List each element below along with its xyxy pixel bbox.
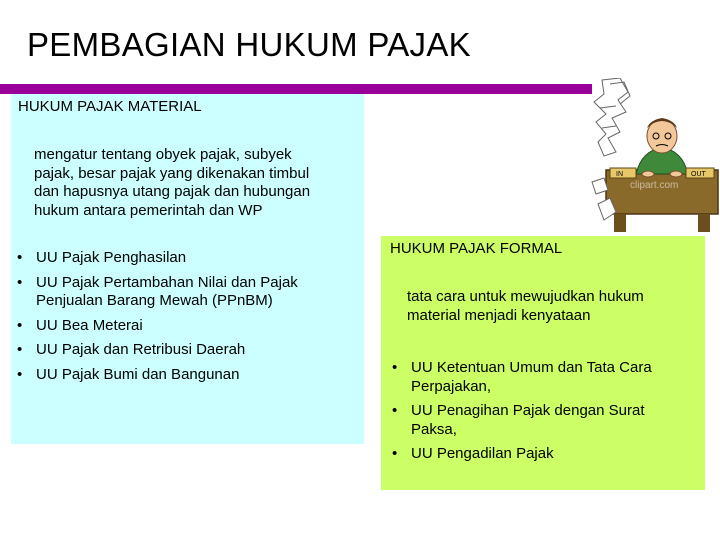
description-line: material menjadi kenyataan bbox=[407, 306, 591, 324]
description-line: pajak, besar pajak yang dikenakan timbul bbox=[34, 164, 310, 182]
title-divider bbox=[0, 84, 592, 94]
list-item-text: Perpajakan, bbox=[411, 377, 492, 395]
clerk-figure bbox=[636, 118, 688, 174]
formal-law-heading: HUKUM PAJAK FORMAL bbox=[390, 240, 563, 257]
description-line: tata cara untuk mewujudkan hukum bbox=[407, 288, 644, 305]
bullet-icon: • bbox=[392, 359, 398, 376]
list-item bbox=[15, 274, 355, 311]
bullet-icon: • bbox=[17, 249, 23, 266]
list-item-text: UU Bea Meterai bbox=[36, 316, 143, 334]
bullet-icon: • bbox=[17, 316, 23, 334]
overworked-clerk-illustration bbox=[590, 78, 720, 234]
bullet-icon: • bbox=[17, 273, 23, 291]
material-law-heading: HUKUM PAJAK MATERIAL bbox=[18, 98, 202, 115]
list-item bbox=[15, 366, 355, 385]
bullet-icon: • bbox=[392, 402, 398, 419]
description-line: dan hapusnya utang pajak dan hubungan bbox=[34, 183, 311, 200]
list-item-text: Penjualan Barang Mewah (PPnBM) bbox=[36, 292, 273, 309]
list-item bbox=[15, 341, 355, 360]
formal-law-panel bbox=[381, 236, 705, 490]
material-law-list bbox=[15, 249, 355, 390]
list-item bbox=[15, 249, 355, 268]
material-law-description bbox=[34, 146, 359, 220]
in-tray-label: IN bbox=[616, 171, 623, 178]
list-item bbox=[390, 445, 702, 464]
list-item-text: UU Pajak dan Retribusi Daerah bbox=[36, 341, 246, 358]
clipart-watermark: clipart.com bbox=[630, 180, 679, 191]
description-line: hukum antara pemerintah dan WP bbox=[34, 201, 263, 219]
list-item-text: UU Pajak Penghasilan bbox=[36, 249, 187, 266]
list-item-text: Paksa, bbox=[411, 420, 457, 438]
list-item bbox=[15, 317, 355, 336]
description-line: mengatur tentang obyek pajak, subyek bbox=[34, 146, 292, 163]
formal-law-list bbox=[390, 359, 702, 470]
bullet-icon: • bbox=[17, 341, 23, 358]
list-item-text: UU Pajak Bumi dan Bangunan bbox=[36, 365, 240, 383]
list-item-text: UU Pengadilan Pajak bbox=[411, 445, 554, 462]
in-tray bbox=[610, 168, 636, 178]
bullet-icon: • bbox=[17, 365, 23, 383]
bullet-icon: • bbox=[392, 445, 398, 462]
list-item-text: UU Ketentuan Umum dan Tata Cara bbox=[411, 359, 652, 376]
paper-stack bbox=[594, 78, 630, 156]
list-item bbox=[390, 402, 702, 439]
list-item bbox=[390, 359, 702, 396]
list-item-text: UU Penagihan Pajak dengan Surat bbox=[411, 402, 645, 419]
list-item-text: UU Pajak Pertambahan Nilai dan Pajak bbox=[36, 273, 298, 291]
slide-title: PEMBAGIAN HUKUM PAJAK bbox=[27, 26, 471, 63]
out-tray bbox=[686, 168, 714, 178]
formal-law-description bbox=[407, 288, 692, 325]
material-law-panel bbox=[11, 94, 364, 444]
out-tray-label: OUT bbox=[691, 171, 706, 178]
